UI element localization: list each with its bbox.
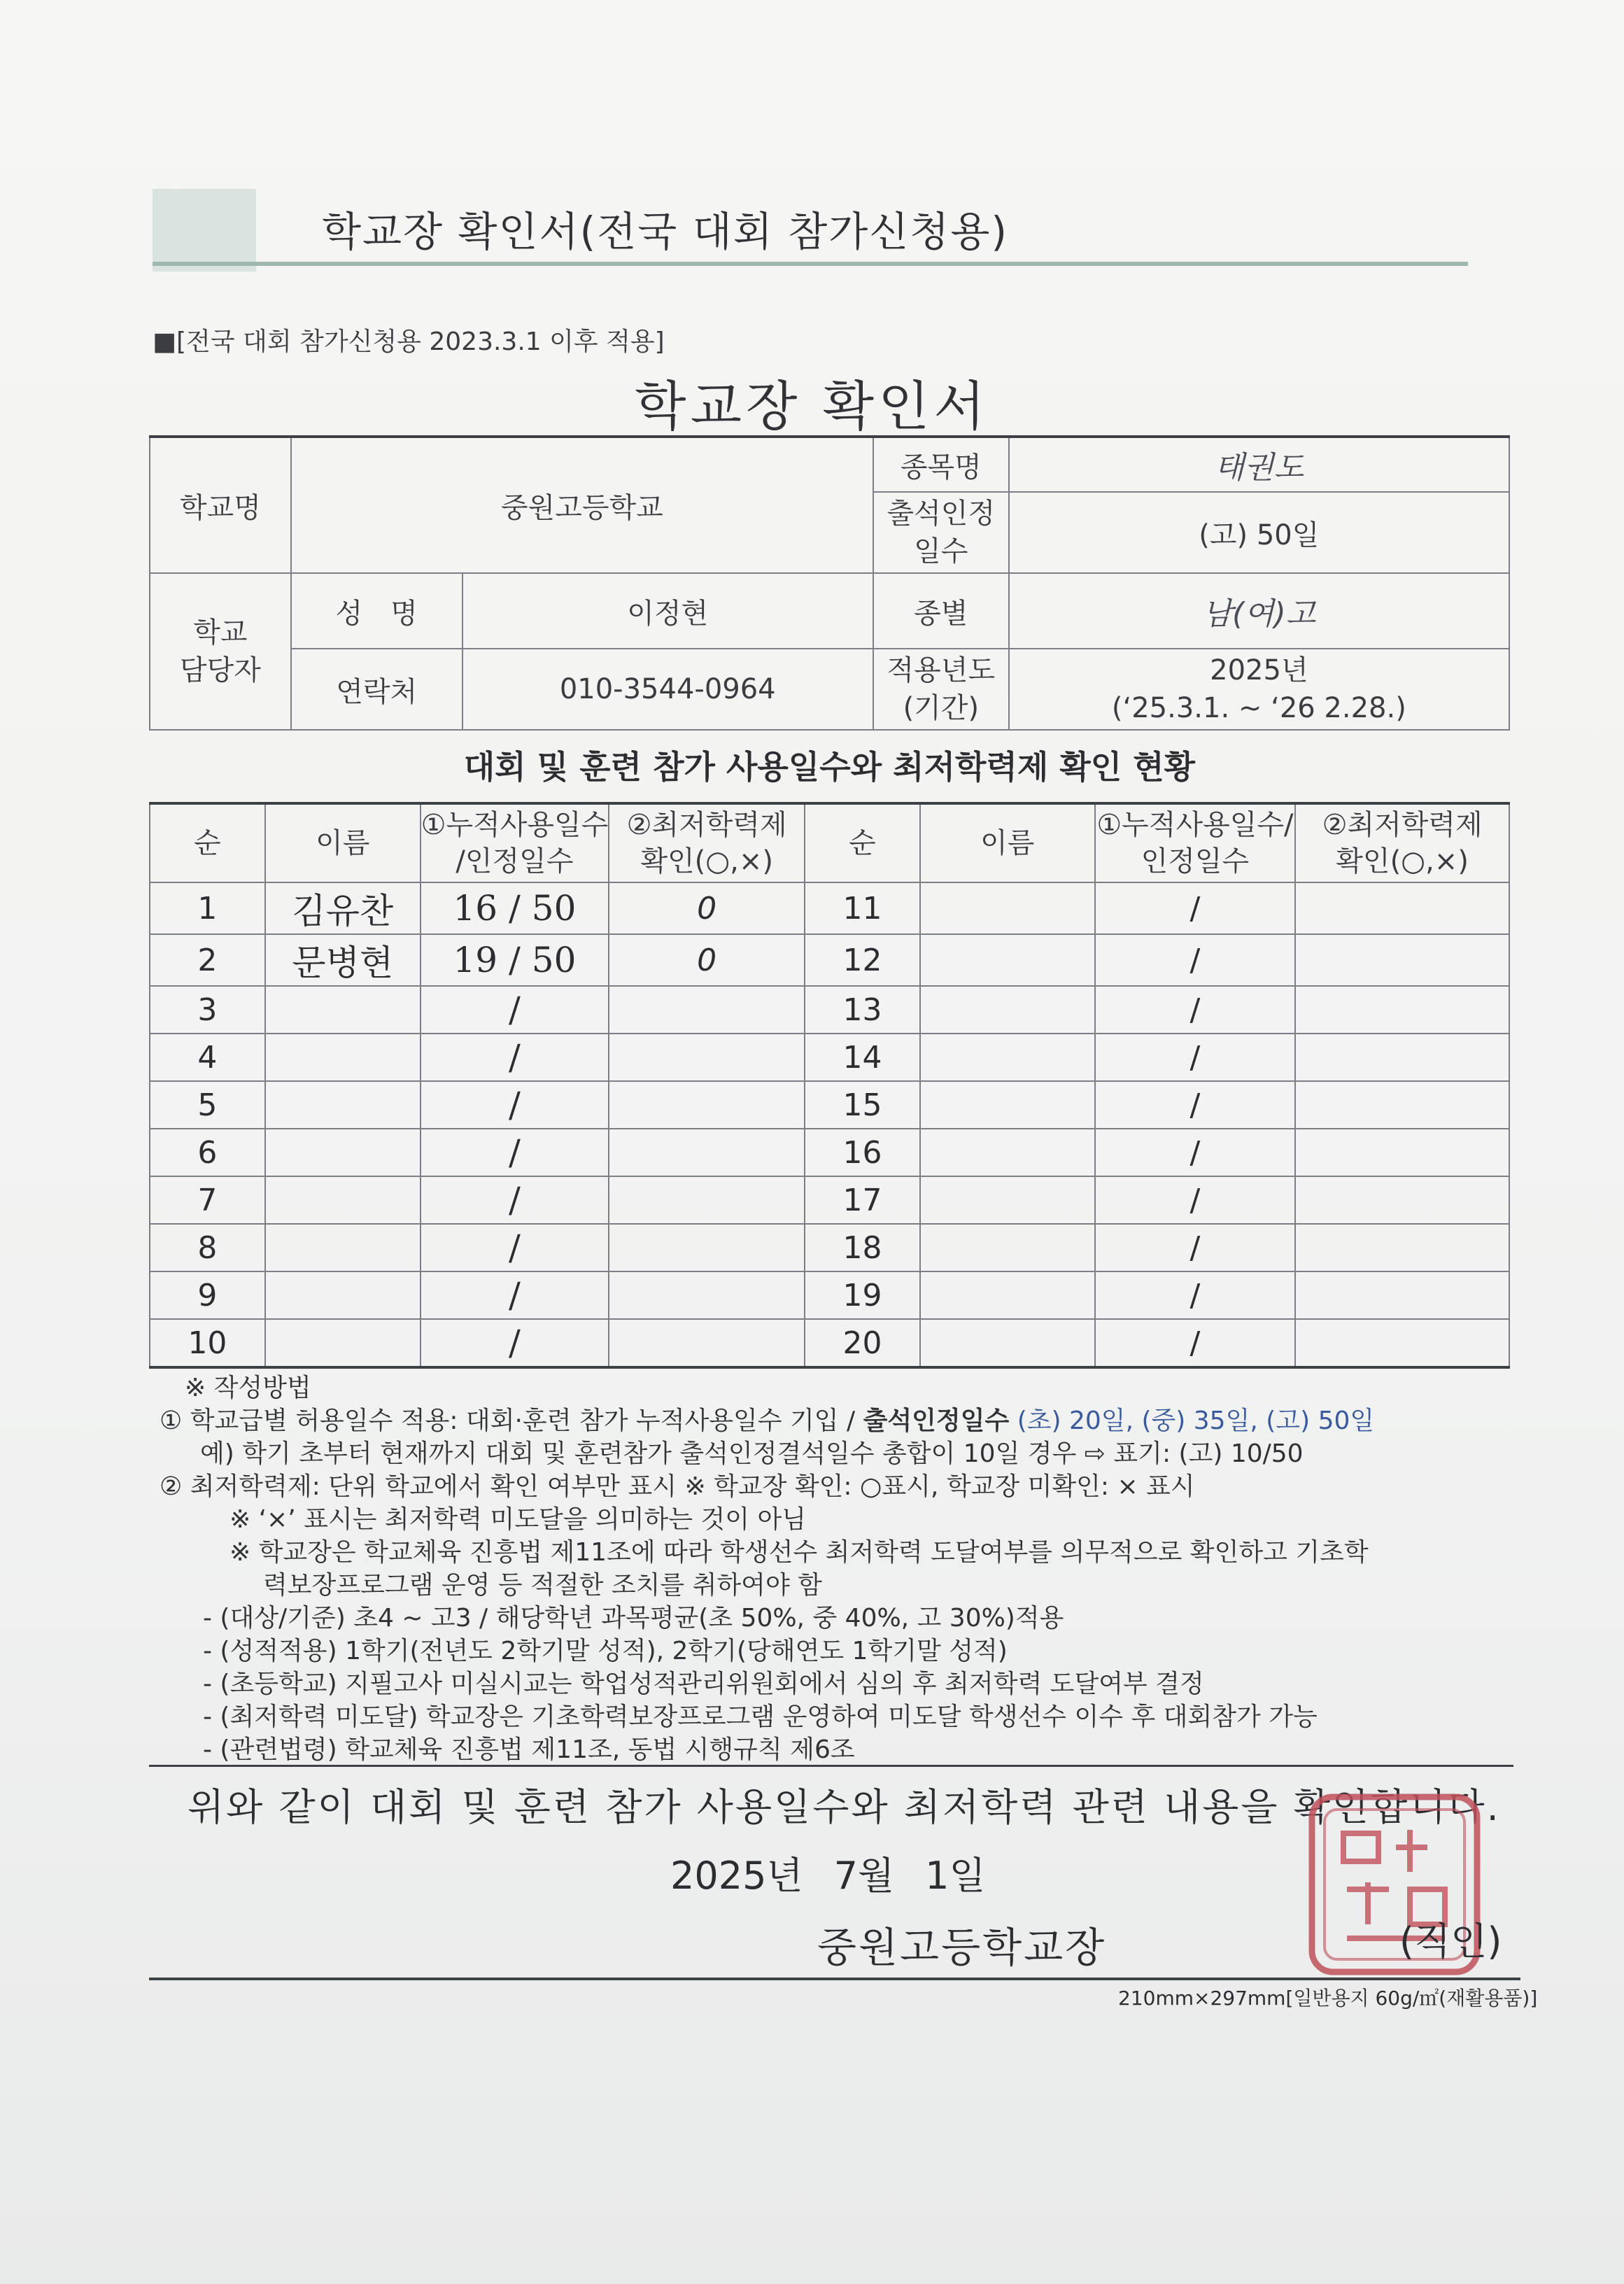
period-value bbox=[1009, 649, 1509, 730]
row-academic bbox=[609, 1129, 805, 1176]
row-name bbox=[265, 1034, 421, 1081]
row-days: 19 / 50 bbox=[421, 934, 609, 986]
row-academic bbox=[609, 1224, 805, 1271]
col-academic-right-line1: ②최저학력제 bbox=[1322, 809, 1483, 841]
row-academic-right bbox=[1295, 882, 1509, 934]
instruction-1-example: 예) 학기 초부터 현재까지 대회 및 훈련참가 출석인정결석일수 총합이 10일 경우 ⇨ 표기: (고) 10/50 bbox=[200, 1439, 1304, 1468]
row-no-right: 14 bbox=[805, 1034, 920, 1081]
table-row bbox=[150, 1081, 1509, 1129]
period-label-line1: 적용년도 bbox=[887, 654, 996, 686]
row-academic: 0 bbox=[609, 934, 805, 986]
col-name: 이름 bbox=[265, 803, 421, 882]
paper-spec: 210mm×297mm[일반용지 60g/㎡(재활용품)] bbox=[1118, 1987, 1538, 2010]
row-no: 5 bbox=[150, 1081, 265, 1129]
col-no-right: 순 bbox=[805, 803, 920, 882]
period-label-line2: (기간) bbox=[903, 692, 980, 724]
attendance-days-label bbox=[873, 492, 1009, 573]
detail-target: - (대상/기준) 초4 ~ 고3 / 해당학년 과목평균(초 50%, 중 40%, 고 30%)적용 bbox=[203, 1604, 1064, 1633]
row-days-right: / bbox=[1095, 1129, 1296, 1176]
table-row bbox=[150, 986, 1509, 1034]
row-days-right: / bbox=[1095, 1176, 1296, 1224]
row-academic-right bbox=[1295, 986, 1509, 1034]
row-name-right bbox=[920, 1081, 1095, 1129]
table-row bbox=[150, 934, 1509, 986]
manager-label-line1: 학교 bbox=[193, 616, 248, 649]
issue-year: 2025년 bbox=[670, 1854, 803, 1898]
header-underline bbox=[153, 262, 1468, 266]
attendance-days-label-line1: 출석인정 bbox=[887, 498, 996, 530]
table-row bbox=[150, 1034, 1509, 1081]
detail-law: - (관련법령) 학교체육 진흥법 제11조, 동법 시행규칙 제6조 bbox=[203, 1735, 855, 1764]
row-academic bbox=[609, 1034, 805, 1081]
row-no: 10 bbox=[150, 1319, 265, 1367]
table-row bbox=[150, 1176, 1509, 1224]
row-name: 문병현 bbox=[265, 934, 421, 986]
row-days: / bbox=[421, 1271, 609, 1319]
row-days-right: / bbox=[1095, 882, 1296, 934]
period-year: 2025년 bbox=[1210, 654, 1308, 686]
row-name-right bbox=[920, 882, 1095, 934]
instruction-2-note-b-cont: 력보장프로그램 운영 등 적절한 조치를 취하여야 함 bbox=[263, 1571, 822, 1600]
row-days: 16 / 50 bbox=[421, 882, 609, 934]
manager-name-label: 성 명 bbox=[291, 573, 463, 649]
instruction-1-bold: 출석인정일수 bbox=[863, 1407, 1010, 1435]
row-academic bbox=[609, 1319, 805, 1367]
row-no-right: 15 bbox=[805, 1081, 920, 1129]
row-academic-right bbox=[1295, 1034, 1509, 1081]
school-info-table bbox=[149, 435, 1510, 731]
row-no-right: 12 bbox=[805, 934, 920, 986]
row-no-right: 13 bbox=[805, 986, 920, 1034]
table-row bbox=[150, 1271, 1509, 1319]
row-days: / bbox=[421, 1176, 609, 1224]
row-academic: 0 bbox=[609, 882, 805, 934]
row-no: 7 bbox=[150, 1176, 265, 1224]
row-no-right: 20 bbox=[805, 1319, 920, 1367]
event-value: 태권도 bbox=[1009, 437, 1509, 492]
status-heading: 대회 및 훈련 참가 사용일수와 최저학력제 확인 현황 bbox=[463, 748, 1196, 786]
row-academic bbox=[609, 1176, 805, 1224]
category-value: 남(여)고 bbox=[1009, 573, 1509, 649]
table-row bbox=[150, 1129, 1509, 1176]
footer-top-rule bbox=[149, 1765, 1513, 1767]
row-days: / bbox=[421, 986, 609, 1034]
instructions bbox=[160, 1372, 1524, 1766]
confirmation-statement: 위와 같이 대회 및 훈련 참가 사용일수와 최저학력 관련 내용을 확인합니다. bbox=[188, 1785, 1501, 1829]
col-days-line1: ①누적사용일수 bbox=[421, 809, 609, 841]
row-academic-right bbox=[1295, 1224, 1509, 1271]
row-academic-right bbox=[1295, 1271, 1509, 1319]
row-days-right: / bbox=[1095, 1224, 1296, 1271]
instruction-1-limits: (초) 20일, (중) 35일, (고) 50일 bbox=[1009, 1407, 1375, 1435]
row-days: / bbox=[421, 1319, 609, 1367]
row-days-right: / bbox=[1095, 986, 1296, 1034]
instruction-2-note-a: ※ ‘×’ 표시는 최저학력 미도달을 의미하는 것이 아님 bbox=[230, 1505, 807, 1534]
row-academic-right bbox=[1295, 1081, 1509, 1129]
detail-grades: - (성적적용) 1학기(전년도 2학기말 성적), 2학기(당해연도 1학기말 성적) bbox=[203, 1637, 1008, 1665]
row-academic-right bbox=[1295, 1176, 1509, 1224]
row-no: 1 bbox=[150, 882, 265, 934]
col-days-right-line1: ①누적사용일수/ bbox=[1096, 809, 1294, 841]
contact-value: 010-3544-0964 bbox=[463, 649, 873, 730]
contact-label: 연락처 bbox=[291, 649, 463, 730]
row-name bbox=[265, 1081, 421, 1129]
participant-rows bbox=[150, 882, 1509, 1367]
col-days-line2: /인정일수 bbox=[456, 845, 574, 877]
table-row bbox=[150, 882, 1509, 934]
applicability-note: ■[전국 대회 참가신청용 2023.3.1 이후 적용] bbox=[153, 327, 665, 356]
row-academic bbox=[609, 1271, 805, 1319]
row-no: 9 bbox=[150, 1271, 265, 1319]
row-days: / bbox=[421, 1034, 609, 1081]
instruction-2-note-b: ※ 학교장은 학교체육 진흥법 제11조에 따라 학생선수 최저학력 도달여부를 의무적으로 확인하고 기초학 bbox=[230, 1538, 1369, 1567]
row-name-right bbox=[920, 986, 1095, 1034]
row-academic bbox=[609, 1081, 805, 1129]
col-days bbox=[421, 803, 609, 882]
row-days: / bbox=[421, 1129, 609, 1176]
row-name-right bbox=[920, 1224, 1095, 1271]
detail-below-minimum: - (최저학력 미도달) 학교장은 기초학력보장프로그램 운영하여 미도달 학생선수 이수 후 대회참가 가능 bbox=[203, 1703, 1318, 1731]
col-days-right-line2: 인정일수 bbox=[1141, 845, 1250, 877]
school-name-value: 중원고등학교 bbox=[291, 437, 873, 573]
row-days-right: / bbox=[1095, 1271, 1296, 1319]
col-no: 순 bbox=[150, 803, 265, 882]
row-no: 6 bbox=[150, 1129, 265, 1176]
row-name bbox=[265, 1176, 421, 1224]
col-academic-right bbox=[1295, 803, 1509, 882]
row-name-right bbox=[920, 1319, 1095, 1367]
row-days: / bbox=[421, 1224, 609, 1271]
row-name-right bbox=[920, 1176, 1095, 1224]
participant-table bbox=[149, 802, 1510, 1369]
col-name-right: 이름 bbox=[920, 803, 1095, 882]
manager-label bbox=[150, 573, 291, 730]
issue-month: 7월 bbox=[833, 1854, 895, 1898]
row-academic-right bbox=[1295, 1129, 1509, 1176]
col-academic-line2: 확인(○,×) bbox=[640, 845, 773, 877]
period-range: (‘25.3.1. ~ ‘26 2.28.) bbox=[1111, 692, 1406, 724]
row-no: 8 bbox=[150, 1224, 265, 1271]
instruction-2: ② 최저학력제: 단위 학교에서 확인 여부만 표시 ※ 학교장 확인: ○표시, 학교장 미확인: × 표시 bbox=[160, 1472, 1195, 1501]
row-days-right: / bbox=[1095, 1081, 1296, 1129]
row-no: 2 bbox=[150, 934, 265, 986]
table-row bbox=[150, 1224, 1509, 1271]
principal-title: 중원고등학교장 bbox=[817, 1924, 1107, 1971]
row-no-right: 16 bbox=[805, 1129, 920, 1176]
row-name bbox=[265, 1224, 421, 1271]
col-days-right bbox=[1095, 803, 1296, 882]
row-academic-right bbox=[1295, 1319, 1509, 1367]
row-no-right: 17 bbox=[805, 1176, 920, 1224]
category-label: 종별 bbox=[873, 573, 1009, 649]
row-no-right: 19 bbox=[805, 1271, 920, 1319]
col-academic-right-line2: 확인(○,×) bbox=[1336, 845, 1469, 877]
instructions-heading: ※ 작성방법 bbox=[185, 1374, 311, 1402]
header-accent-block bbox=[153, 189, 256, 272]
manager-label-line2: 담당자 bbox=[179, 654, 261, 686]
detail-elementary: - (초등학교) 지필고사 미실시교는 학업성적관리위원회에서 심의 후 최저학력 도달여부 결정 bbox=[203, 1670, 1204, 1698]
document-title: 학교장 확인서 bbox=[635, 375, 989, 437]
instruction-1-text: ① 학교급별 허용일수 적용: 대회·훈련 참가 누적사용일수 기입 / bbox=[160, 1407, 863, 1435]
seal-mark: (직인) bbox=[1399, 1919, 1502, 1964]
row-academic-right bbox=[1295, 934, 1509, 986]
footer-bottom-rule bbox=[149, 1978, 1520, 1980]
row-academic bbox=[609, 986, 805, 1034]
header-title: 학교장 확인서(전국 대회 참가신청용) bbox=[322, 208, 1008, 255]
col-academic bbox=[609, 803, 805, 882]
row-days-right: / bbox=[1095, 1319, 1296, 1367]
attendance-days-value: (고) 50일 bbox=[1009, 492, 1509, 573]
instruction-1 bbox=[160, 1404, 1524, 1437]
issue-date bbox=[670, 1846, 1017, 1900]
event-label: 종목명 bbox=[873, 437, 1009, 492]
row-name-right bbox=[920, 934, 1095, 986]
table-row bbox=[150, 1319, 1509, 1367]
row-no: 4 bbox=[150, 1034, 265, 1081]
school-name-label: 학교명 bbox=[150, 437, 291, 573]
row-name bbox=[265, 986, 421, 1034]
row-name-right bbox=[920, 1271, 1095, 1319]
row-name bbox=[265, 1129, 421, 1176]
row-name-right bbox=[920, 1034, 1095, 1081]
row-days: / bbox=[421, 1081, 609, 1129]
row-name-right bbox=[920, 1129, 1095, 1176]
col-academic-line1: ②최저학력제 bbox=[626, 809, 787, 841]
row-no: 3 bbox=[150, 986, 265, 1034]
row-name: 김유찬 bbox=[265, 882, 421, 934]
row-no-right: 18 bbox=[805, 1224, 920, 1271]
manager-name-value: 이정현 bbox=[463, 573, 873, 649]
row-name bbox=[265, 1271, 421, 1319]
issue-day: 1일 bbox=[925, 1854, 986, 1898]
row-name bbox=[265, 1319, 421, 1367]
row-no-right: 11 bbox=[805, 882, 920, 934]
attendance-days-label-line2: 일수 bbox=[914, 535, 968, 568]
period-label bbox=[873, 649, 1009, 730]
row-days-right: / bbox=[1095, 934, 1296, 986]
row-days-right: / bbox=[1095, 1034, 1296, 1081]
